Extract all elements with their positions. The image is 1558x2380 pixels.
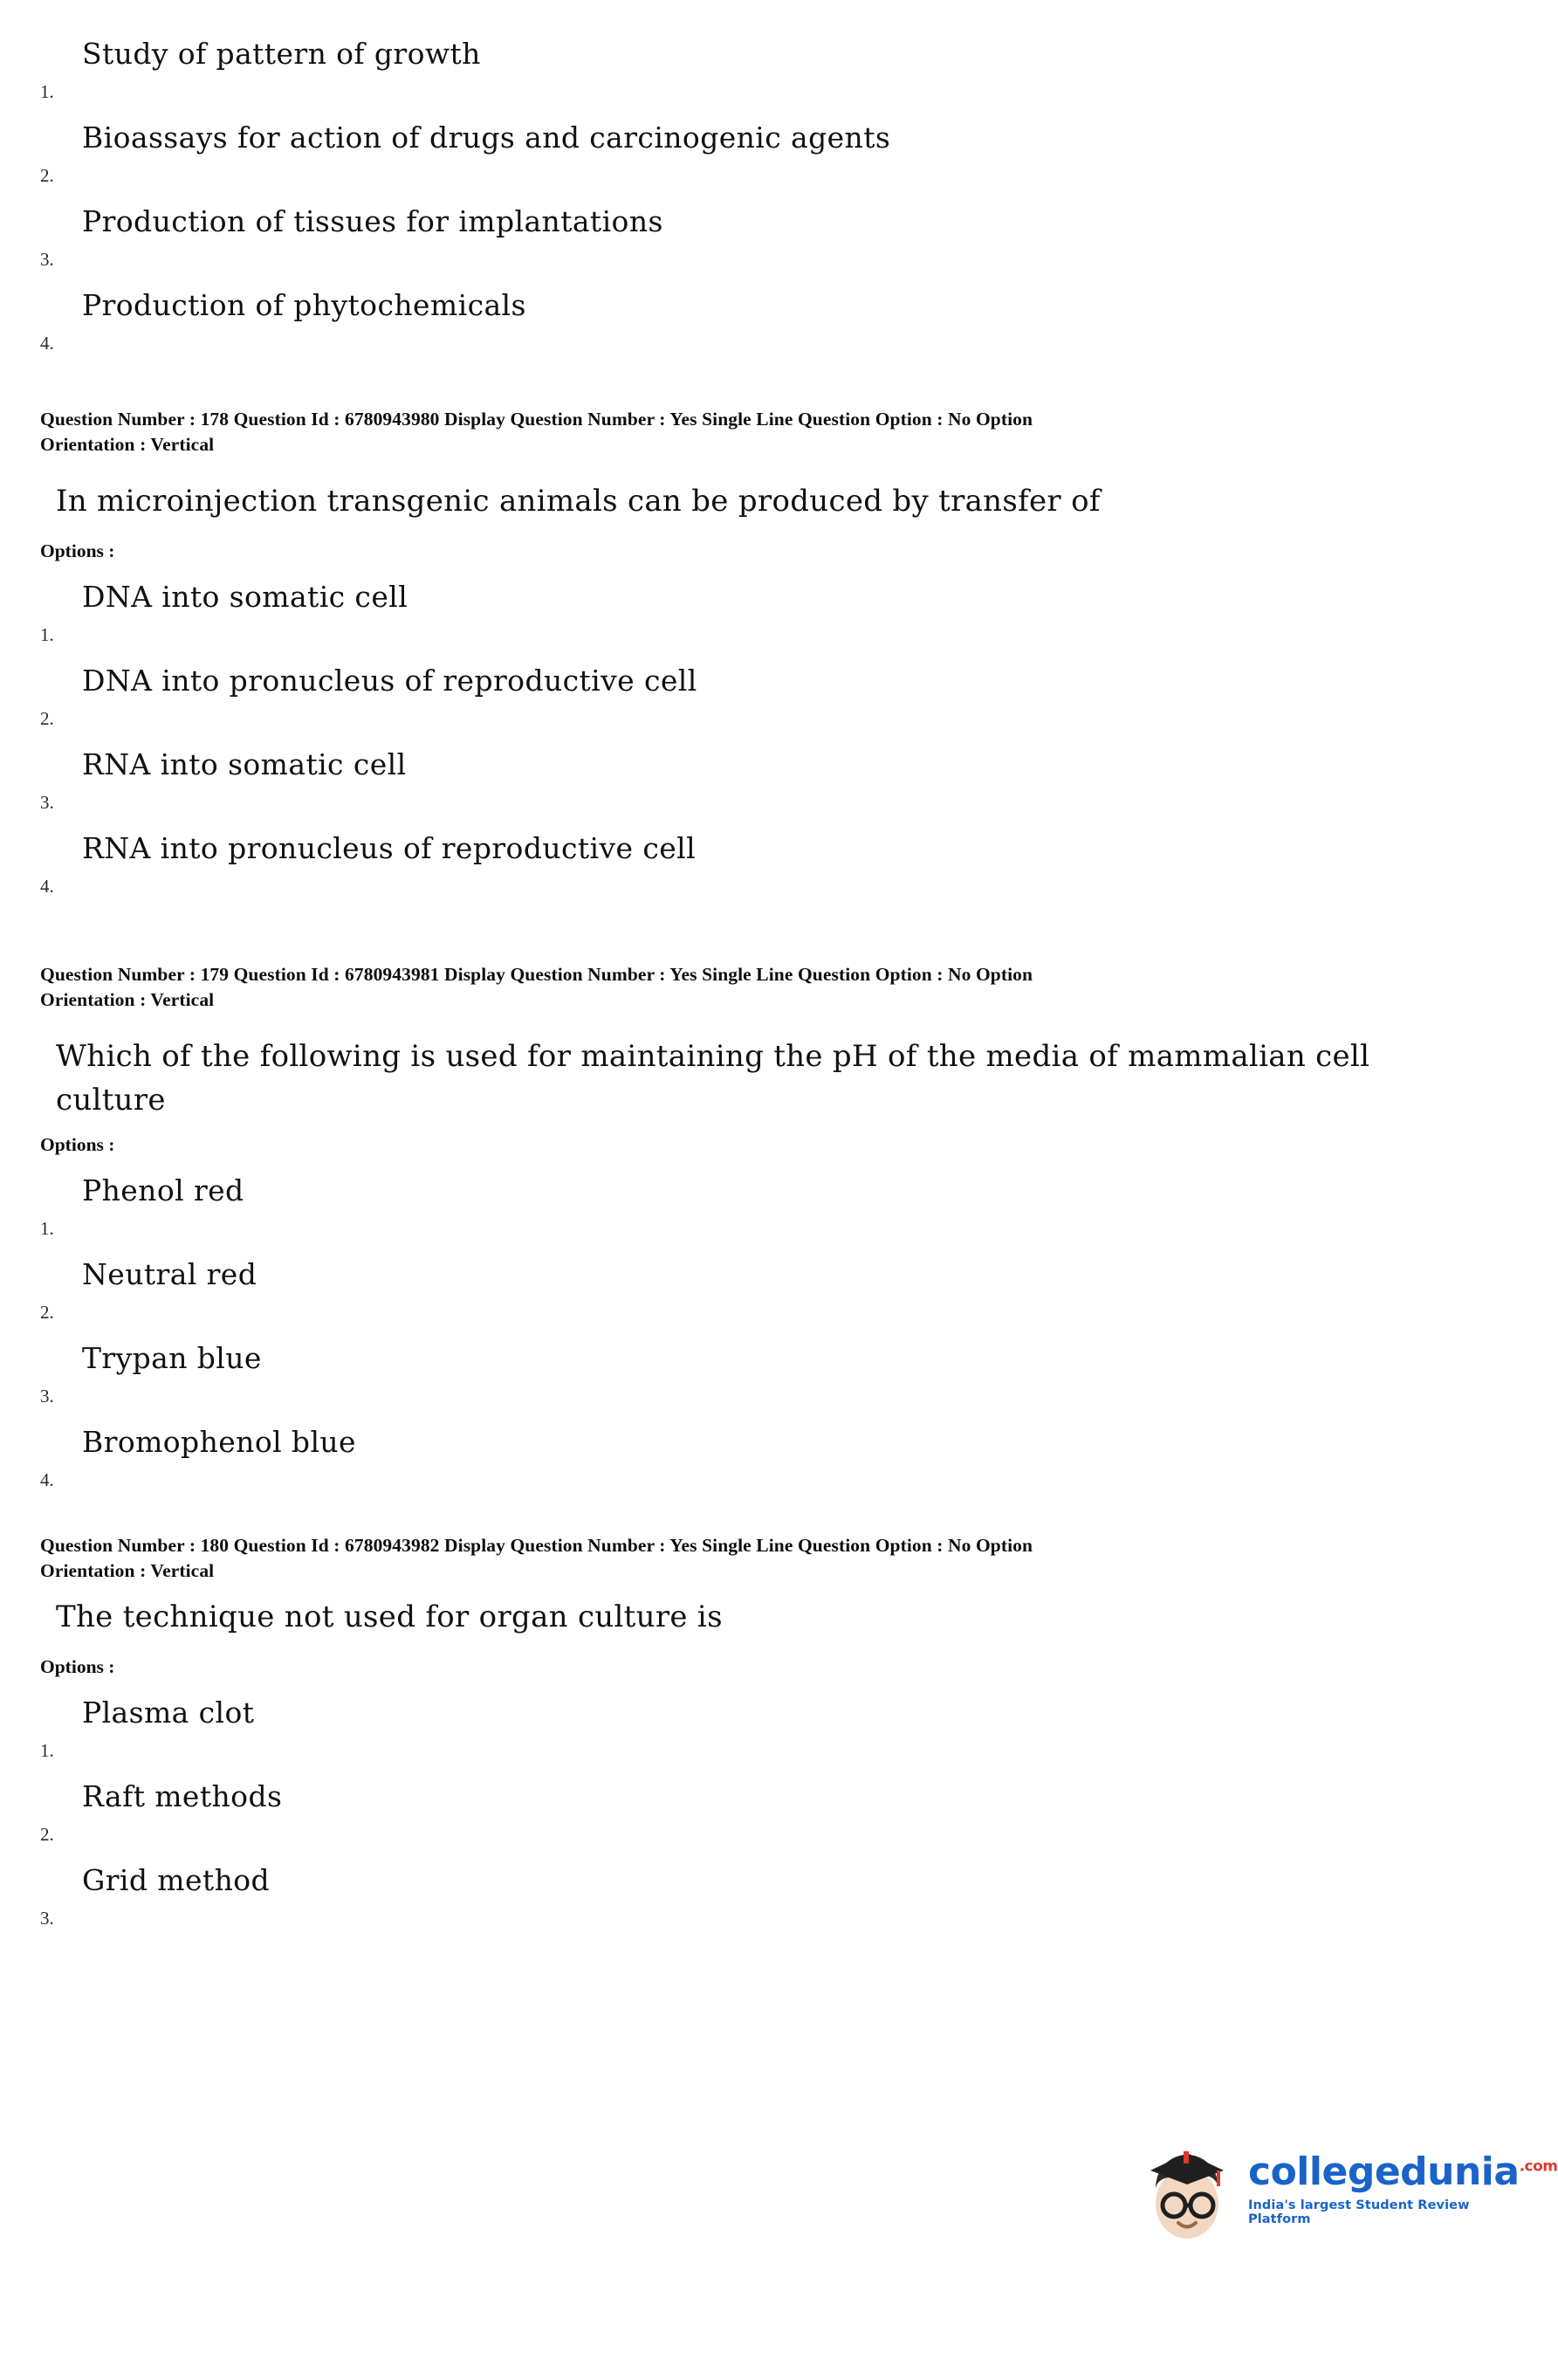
- list-item: [40, 115, 1489, 199]
- watermark-text: [1248, 2150, 1558, 2226]
- option-text: Production of phytochemicals: [82, 288, 526, 322]
- list-item: [40, 199, 1489, 283]
- question-meta: [40, 1533, 1489, 1584]
- question-meta-line2: Orientation : Vertical: [40, 1559, 215, 1581]
- collegedunia-watermark: [1135, 2130, 1558, 2261]
- list-item: [40, 1252, 1489, 1336]
- question-stem: The technique not used for organ culture is: [56, 1599, 723, 1634]
- list-item: [40, 1420, 1489, 1503]
- option-number: 1.: [40, 1740, 54, 1762]
- option-number: 1.: [40, 624, 54, 646]
- option-text: Plasma clot: [82, 1696, 255, 1730]
- option-text: DNA into pronucleus of reproductive cell: [82, 664, 697, 698]
- graduate-face-icon: [1135, 2136, 1239, 2249]
- option-text: RNA into somatic cell: [82, 747, 407, 782]
- options-label: Options :: [40, 1133, 115, 1155]
- option-text: RNA into pronucleus of reproductive cell: [82, 831, 697, 866]
- list-item: [40, 826, 1489, 910]
- question-meta: [40, 962, 1489, 1013]
- option-text: DNA into somatic cell: [82, 580, 408, 615]
- option-text: Production of tissues for implantations: [82, 204, 663, 238]
- list-item: [40, 574, 1489, 658]
- question-meta-line2: Orientation : Vertical: [40, 434, 215, 456]
- question-meta-line1: Question Number : 178 Question Id : 6780943980 Display Question Number : Yes Single Line Question Option : No Option: [40, 409, 1033, 430]
- brand-tagline: India's largest Student Review Platform: [1248, 2198, 1470, 2226]
- question-block-180: [40, 1533, 1489, 1942]
- list-item: [40, 658, 1489, 742]
- option-number: 3.: [40, 792, 54, 814]
- option-list: [40, 1690, 1489, 1942]
- question-meta: [40, 407, 1489, 457]
- list-item: [40, 1336, 1489, 1420]
- option-number: 3.: [40, 1908, 54, 1929]
- option-number: 2.: [40, 1301, 54, 1323]
- question-stem: Which of the following is used for maintaining the pH of the media of mammalian cell culture: [56, 1039, 1370, 1118]
- document-content: [40, 31, 1489, 1942]
- brand-word: collegedunia: [1248, 2150, 1520, 2194]
- list-item: [40, 1690, 1489, 1774]
- list-item: [40, 742, 1489, 826]
- question-meta-line2: Orientation : Vertical: [40, 989, 215, 1011]
- brand-name: [1248, 2150, 1558, 2194]
- question-block-179: [40, 962, 1489, 1503]
- list-item: [40, 31, 1489, 115]
- option-number: 1.: [40, 1217, 54, 1239]
- list-item: [40, 1168, 1489, 1252]
- option-number: 3.: [40, 1385, 54, 1407]
- option-list: [40, 1168, 1489, 1503]
- option-number: 4.: [40, 1469, 54, 1490]
- option-list: [40, 574, 1489, 910]
- option-text: Raft methods: [82, 1779, 283, 1814]
- list-item: [40, 283, 1489, 367]
- option-number: 1.: [40, 81, 54, 102]
- list-item: [40, 1858, 1489, 1942]
- question-stem: In microinjection transgenic animals can be produced by transfer of: [56, 484, 1101, 519]
- option-number: 2.: [40, 708, 54, 730]
- option-text: Neutral red: [82, 1256, 257, 1291]
- option-text: Trypan blue: [82, 1340, 262, 1375]
- option-number: 2.: [40, 165, 54, 186]
- option-list-continued: [40, 31, 1489, 367]
- option-number: 4.: [40, 333, 54, 354]
- question-meta-line1: Question Number : 179 Question Id : 6780943981 Display Question Number : Yes Single Line Question Option : No Option: [40, 964, 1033, 986]
- option-text: Phenol red: [82, 1173, 244, 1207]
- option-number: 3.: [40, 249, 54, 270]
- options-label: Options :: [40, 1656, 115, 1678]
- option-number: 2.: [40, 1824, 54, 1846]
- list-item: [40, 1774, 1489, 1858]
- question-block-178: [40, 407, 1489, 910]
- options-label: Options :: [40, 540, 115, 562]
- option-text: Bioassays for action of drugs and carcinogenic agents: [82, 120, 891, 155]
- option-text: Grid method: [82, 1863, 271, 1898]
- option-text: Study of pattern of growth: [82, 37, 481, 71]
- brand-suffix: .com: [1519, 2157, 1558, 2176]
- option-text: Bromophenol blue: [82, 1424, 356, 1459]
- question-meta-line1: Question Number : 180 Question Id : 6780943982 Display Question Number : Yes Single Line Question Option : No Option: [40, 1534, 1033, 1556]
- option-number: 4.: [40, 876, 54, 898]
